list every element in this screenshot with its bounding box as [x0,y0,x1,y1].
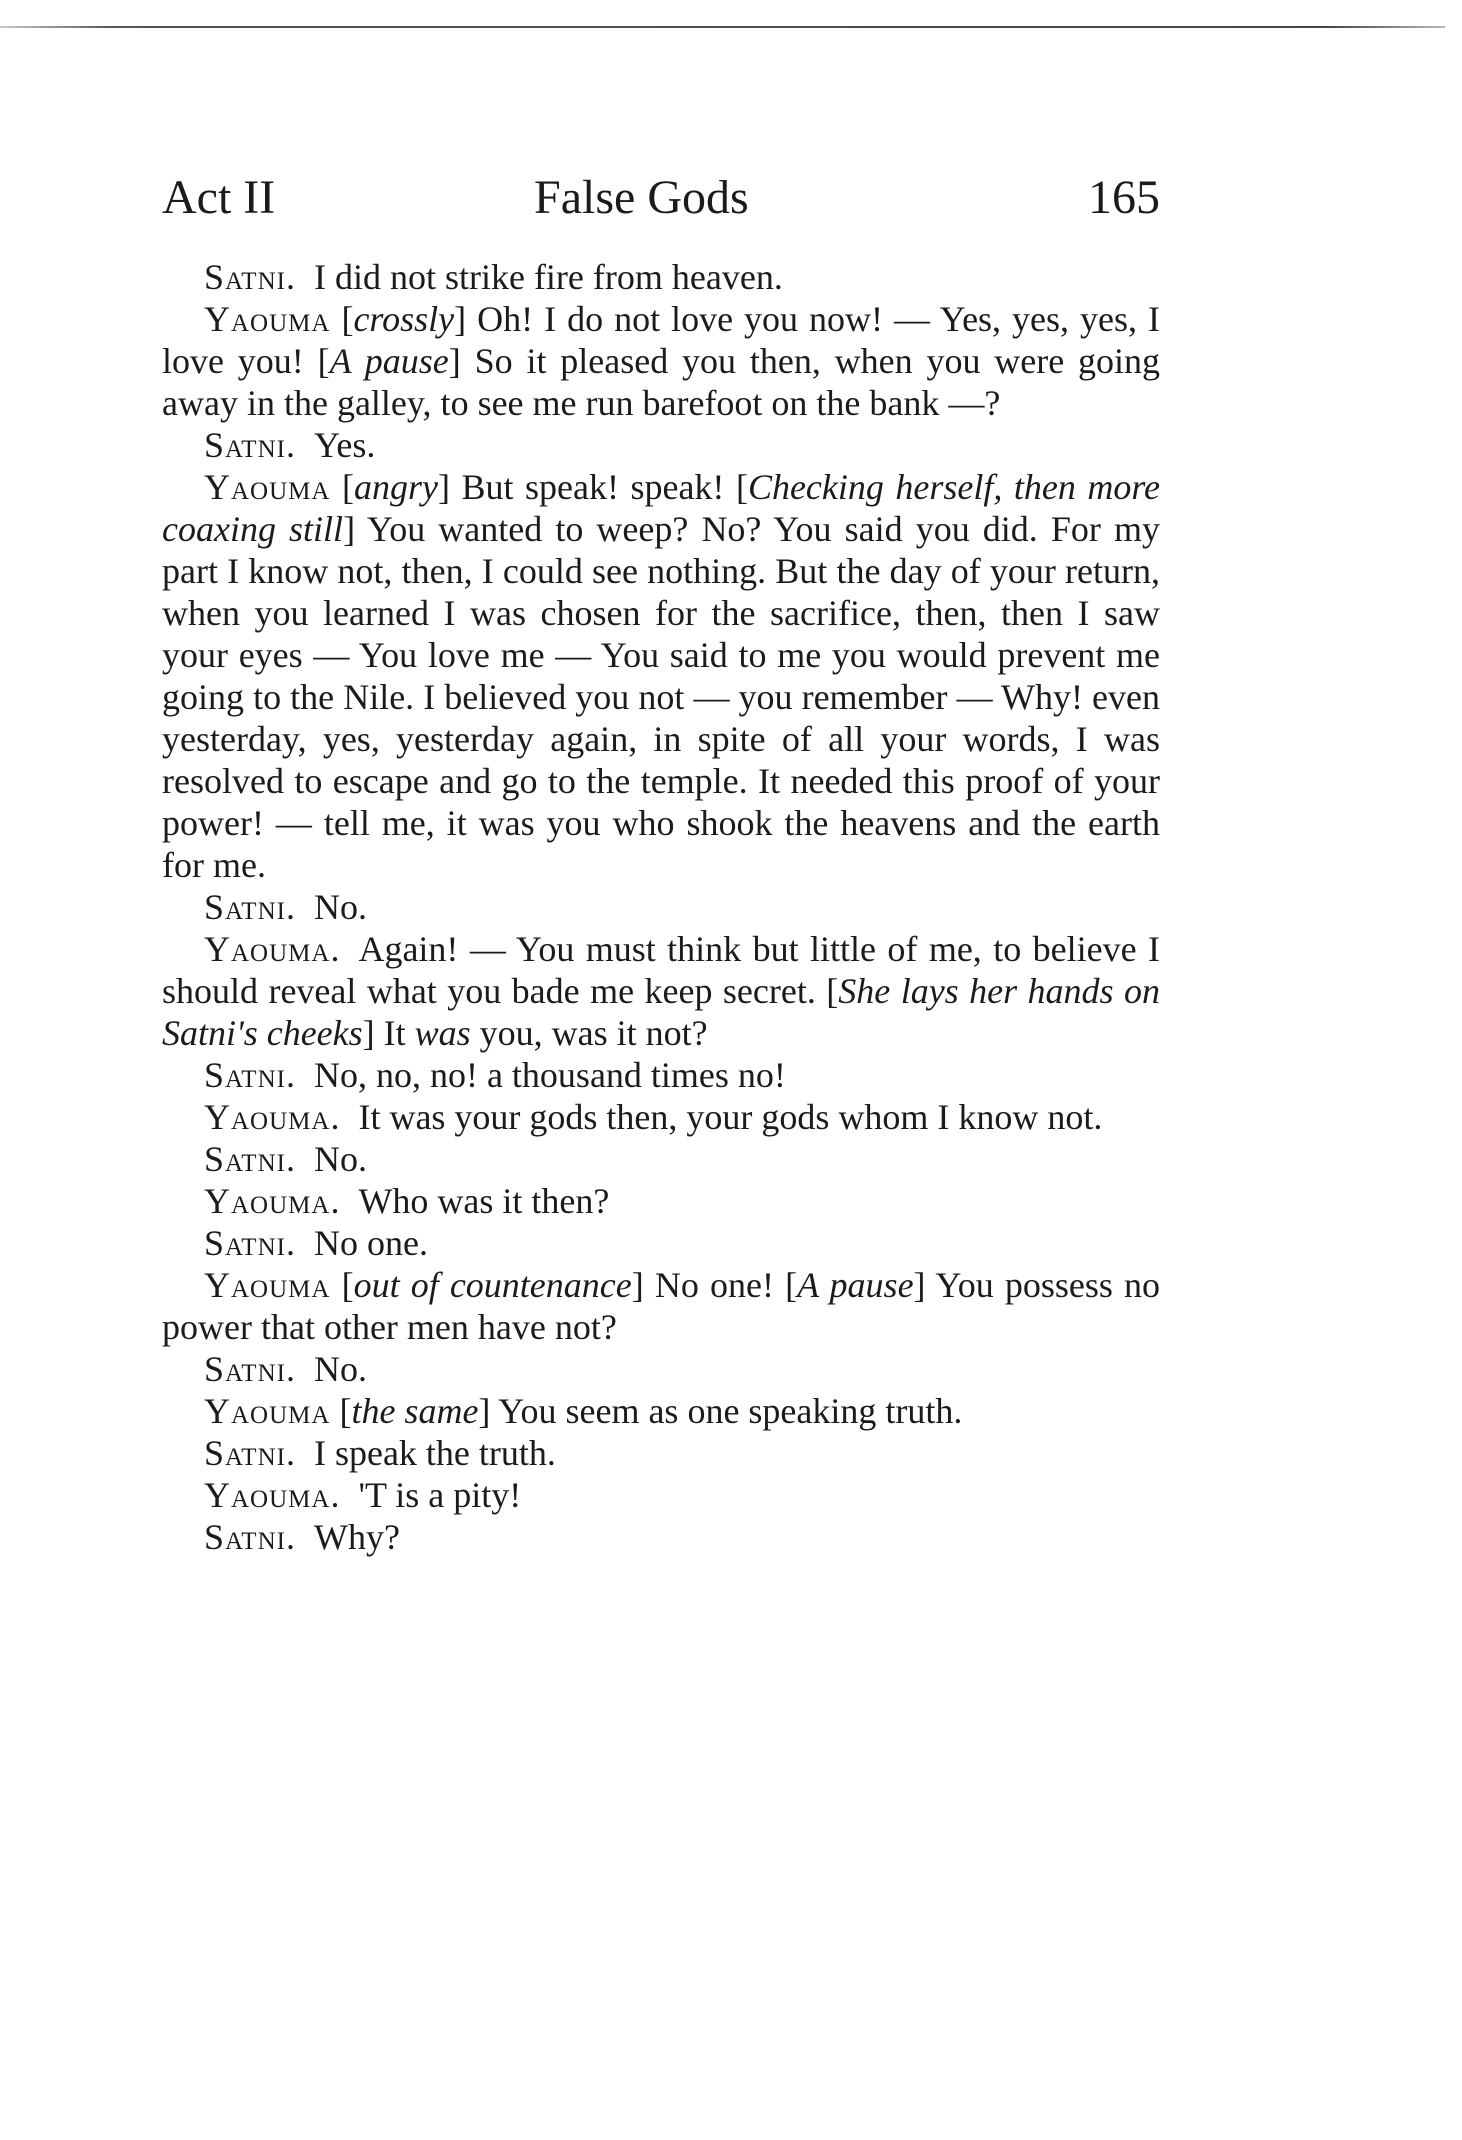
speaker-name: Satni. [204,1139,296,1179]
page-number: 165 [1088,171,1160,224]
speech-text: 'T is a pity! [358,1475,522,1515]
speaker-name: Yaouma [204,299,331,339]
play-text [162,256,1160,1558]
stage-direction: crossly [353,299,455,339]
speaker-name: Satni. [204,1223,296,1263]
speech-text: You seem as one speaking truth. [498,1391,963,1431]
act-label: Act II [162,171,276,224]
speech-text: You wanted to weep? No? You said you did. For my part I know not, then, I could see nothing. But the day of your return, when you learned I was chosen for the sacrifice, then, then I saw your eyes — You love me — You said to me you would prevent me going to the Nile. I believed you not — you remember — Why! even yesterday, yes, yesterday again, in spite of all your words, I was resolved to escape and go to the temple. It needed this proof of your power! — tell me, it was you who shook the heavens and the earth for me. [162,509,1160,885]
speaker-name: Yaouma. [204,1097,341,1137]
book-title: False Gods [534,171,749,224]
speaker-name: Satni. [204,1517,296,1557]
speech-line [162,886,1160,928]
speech-line [162,1138,1160,1180]
speech-text: No. [313,887,367,927]
speaker-name: Satni. [204,425,296,465]
speech-text: No, no, no! a thousand times no! [313,1055,786,1095]
speech-line [162,1096,1160,1138]
speech-text: No. [313,1139,367,1179]
speech-text: No one. [313,1223,428,1263]
stage-direction: angry [353,467,438,507]
stage-direction: the same [351,1391,479,1431]
speech-text: I did not strike fire from heaven. [313,257,783,297]
stage-direction: Checking herself, then more coaxing still [162,467,1161,549]
speech-text: No one! [654,1265,774,1305]
speaker-name: Yaouma [204,467,331,507]
speaker-name: Satni. [204,887,296,927]
emphasis: was [414,1013,471,1053]
speech-line: Yaouma [angry] But speak! speak! [Checking herself, then more coaxing still] You wanted to weep? No? You said you did. For my part I know not, then, I could see nothing. But the day of your return, when you learned I was chosen for the sacrifice, then, then I saw your eyes — You love me — You said to me you would prevent me going to the Nile. I believed you not — you remember — Why! even yesterday, yes, yesterday again, in spite of all your words, I was resolved to escape and go to the temple. It needed this proof of your power! — tell me, it was you who shook the heavens and the earth for me. [162,467,1161,885]
speech-text: Yes. [313,425,376,465]
speech-text: No. [313,1349,367,1389]
speaker-name: Satni. [204,1349,296,1389]
speech-line [162,1348,1160,1390]
speaker-name: Yaouma [204,1391,331,1431]
speech-text: Why? [313,1517,400,1557]
speech-text: you, was it not? [479,1013,708,1053]
speech-text: But speak! speak! [461,467,725,507]
speech-line: Yaouma [the same] You seem as one speaking truth. [204,1391,963,1431]
speech-text: Who was it then? [358,1181,610,1221]
speaker-name: Yaouma. [204,929,341,969]
speech-line [162,424,1160,466]
speech-line: Yaouma [out of countenance] No one! [A pause] You possess no power that other men have not? [162,1265,1161,1347]
speech-line: Yaouma. Again! — You must think but little of me, to believe I should reveal what you bade me keep secret. [She lays her hands on Satni's cheeks] It was you, was it not? [162,929,1161,1053]
speaker-name: Satni. [204,1055,296,1095]
top-rule [0,26,1445,28]
speech-text: I speak the truth. [313,1433,556,1473]
speaker-name: Yaouma. [204,1475,341,1515]
speech-text: It [383,1013,406,1053]
speech-text: You possess no power that other men have not? [162,1265,1161,1347]
speaker-name: Satni. [204,257,296,297]
stage-direction: A pause [329,341,449,381]
speech-line [162,1180,1160,1222]
speech-line [162,1432,1160,1474]
running-header [162,168,1160,228]
speech-text: It was your gods then, your gods whom I know not. [358,1097,1103,1137]
speech-line: Yaouma [crossly] Oh! I do not love you now! — Yes, yes, yes, I love you! [A pause] So it pleased you then, when you were going away in the galley, to see me run barefoot on the bank —? [162,299,1161,423]
speech-text: Oh! I do not love you now! — Yes, yes, yes, I love you! [162,299,1160,381]
speech-text: Again! — You must think but little of me, to believe I should reveal what you bade me keep secret. [162,929,1160,1011]
speech-line [162,1222,1160,1264]
speech-line [162,1516,1160,1558]
speaker-name: Yaouma. [204,1181,341,1221]
stage-direction: She lays her hands on Satni's cheeks [162,971,1161,1053]
speech-text: So it pleased you then, when you were going away in the galley, to see me run barefoot on the bank —? [162,341,1161,423]
speech-line [162,1474,1160,1516]
speaker-name: Satni. [204,1433,296,1473]
speech-line [162,256,1160,298]
speaker-name: Yaouma [204,1265,331,1305]
stage-direction: out of countenance [353,1265,632,1305]
speech-line [162,1054,1160,1096]
stage-direction: A pause [797,1265,914,1305]
